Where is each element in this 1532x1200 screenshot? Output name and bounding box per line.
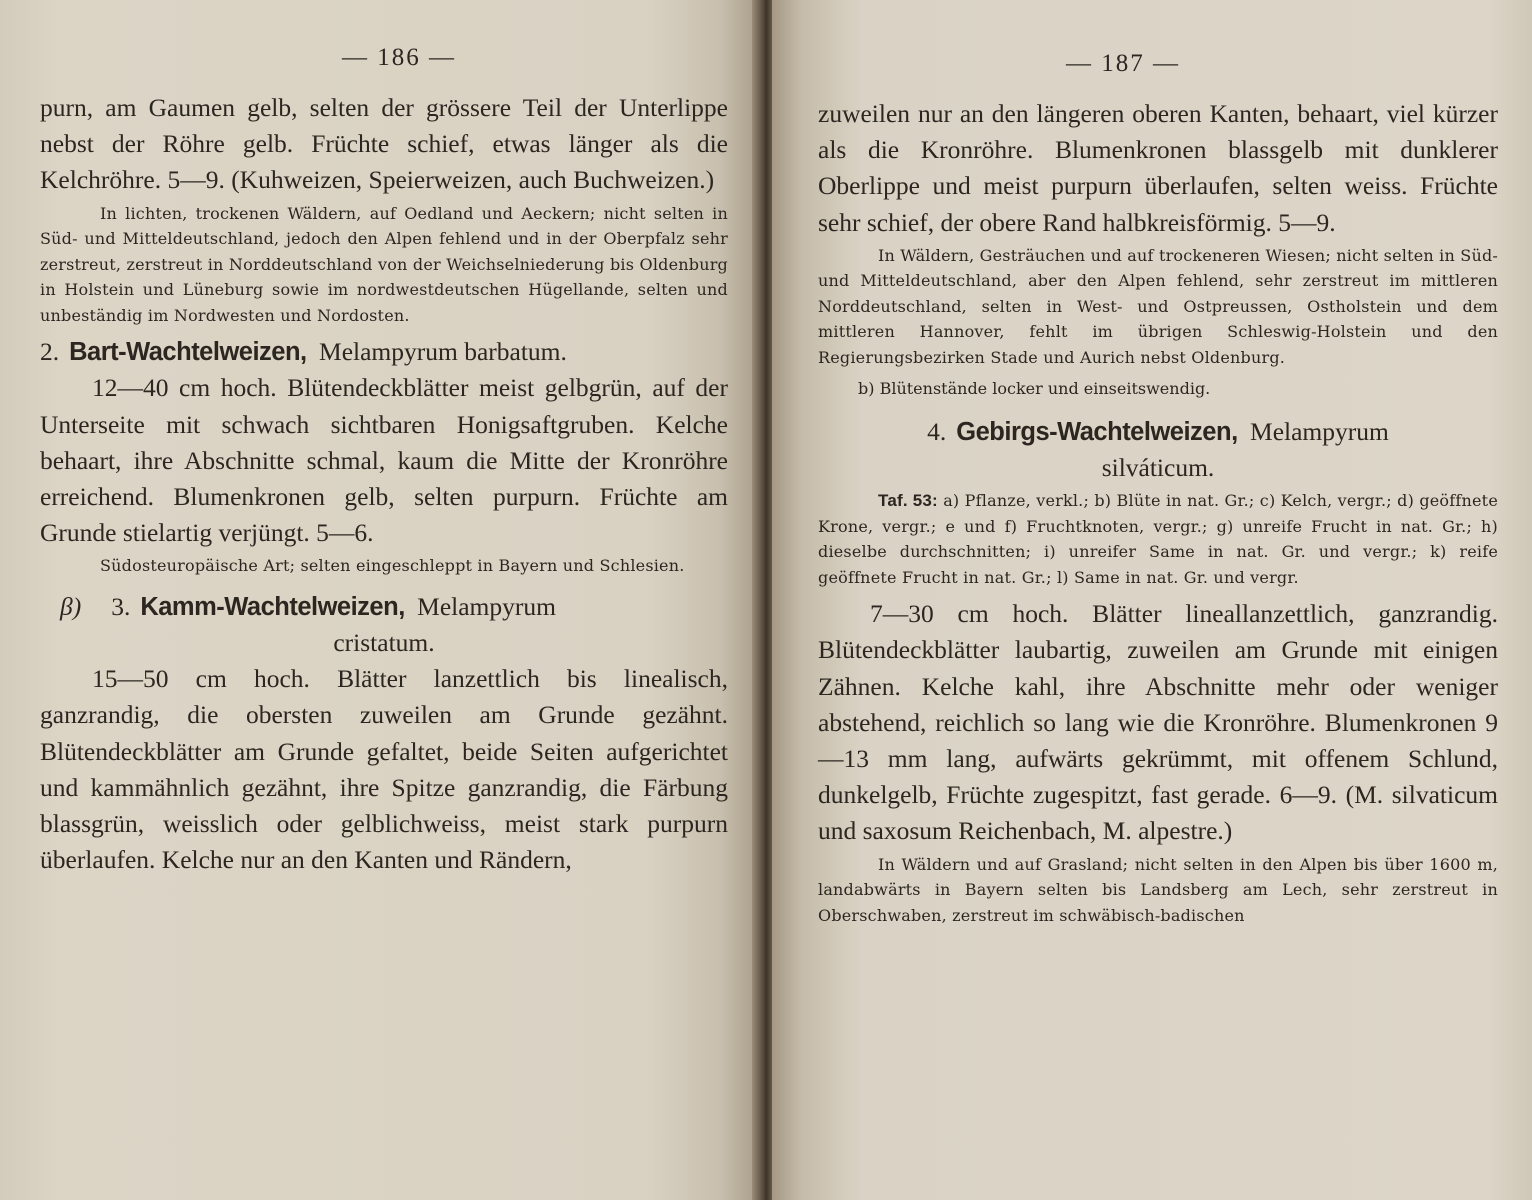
species-number: 3. <box>111 591 131 621</box>
species-latin-continuation: silváticum. <box>1101 453 1215 483</box>
right-paragraph-top: zuweilen nur an den längeren oberen Kanten, behaart, viel kürzer als die Kronröhre. Blumenkronen blassgelb mit dunklerer Oberlippe und meist purpurn überlaufen, selten weiss. Früchte sehr schief, der obere Rand halbkreisförmig. 5—9. <box>818 99 1498 237</box>
species-4-distribution: In Wäldern und auf Grasland; nicht selten in den Alpen bis über 1600 m, landabwärts in Bayern selten bis Landsberg am Lech, sehr zerstreut in Oberschwaben, zerstreut im schwäbisch-badischen <box>818 854 1498 925</box>
page-number-left: — 186 — <box>342 44 456 71</box>
species-heading-2 <box>40 334 728 370</box>
plate-reference <box>818 488 1498 590</box>
species-number: 4. <box>927 416 947 446</box>
species-name: Bart-Wachtelweizen, <box>69 338 307 367</box>
page-number-right: — 187 — <box>1066 50 1180 77</box>
left-paragraph-top: purn, am Gaumen gelb, selten der grössere Teil der Unterlippe nebst der Röhre gelb. Früchte schief, etwas länger als die Kelchröhre. 5—9. (Kuhweizen, Speierweizen, auch Buchweizen.) <box>40 93 728 195</box>
subsection-heading: b) Blütenstände locker und einseitswendig. <box>858 379 1211 399</box>
species-heading-3 <box>40 589 728 625</box>
species-number: 2. <box>40 337 60 367</box>
plate-label: Taf. 53: <box>878 491 938 511</box>
right-page <box>772 0 1532 1200</box>
subgroup-marker: β) <box>60 591 82 621</box>
species-2-distribution: Südosteuropäische Art; selten eingeschleppt in Bayern und Schlesien. <box>100 556 685 576</box>
species-latin: Melampyrum barbatum. <box>319 337 567 367</box>
species-3-description: 15—50 cm hoch. Blätter lanzettlich bis linealisch, ganzrandig, die obersten zuweilen am Grunde gezähnt. Blütendeckblätter am Grunde gefaltet, beide Seiten aufgerichtet und kammähnlich gezähnt, ihre Spitze ganzrandig, die Färbung blassgrün, weisslich oder gelblichweiss, meist stark purpurn überlaufen. Kelche nur an den Kanten und Rändern, <box>40 664 728 875</box>
left-distribution-note: In lichten, trockenen Wäldern, auf Oedland und Aeckern; nicht selten in Süd- und Mitteldeutschland, jedoch den Alpen fehlend und in der Oberpfalz sehr zerstreut, zerstreut in Norddeutschland von der Weichselniederung bis Oldenburg in Holstein und Lüneburg sowie im nordwestdeutschen Hügellande, selten und unbeständig im Nordwesten und Nordosten. <box>40 203 728 325</box>
species-latin-continuation: cristatum. <box>333 628 435 658</box>
species-latin: Melampyrum <box>1250 416 1389 446</box>
species-heading-4 <box>818 414 1498 450</box>
species-name: Gebirgs-Wachtelweizen, <box>956 417 1238 446</box>
species-name: Kamm-Wachtelweizen, <box>140 592 405 621</box>
plate-legend: a) Pflanze, verkl.; b) Blüte in nat. Gr.; c) Kelch, vergr.; d) geöffnete Krone, vergr.; e und f) Fruchtknoten, vergr.; g) unreife Frucht in nat. Gr.; h) dieselbe durchschnitten; i) unreifer Same in nat. Gr. und vergr.; k) reife geöffnete Frucht in nat. Gr.; l) Same in nat. Gr. und vergr. <box>818 491 1498 587</box>
species-4-description: 7—30 cm hoch. Blätter lineallanzettlich, ganzrandig. Blütendeckblätter laubartig, zuweilen am Grunde mit einigen Zähnen. Kelche kahl, ihre Abschnitte mehr oder weniger abstehend, reichlich so lang wie die Kronröhre. Blumenkronen 9—13 mm lang, aufwärts gekrümmt, mit offenem Schlund, dunkelgelb, Früchte zugespitzt, fast gerade. 6—9. (M. silvaticum und saxosum Reichenbach, M. alpestre.) <box>818 599 1498 846</box>
left-page <box>0 0 758 1200</box>
species-2-description: 12—40 cm hoch. Blütendeckblätter meist gelbgrün, auf der Unterseite mit schwach sichtbaren Honigsaftgruben. Kelche behaart, ihre Abschnitte schmal, kaum die Mitte der Kronröhre erreichend. Blumenkronen gelb, selten purpurn. Früchte am Grunde stielartig verjüngt. 5—6. <box>40 373 728 548</box>
species-latin: Melampyrum <box>417 591 556 621</box>
right-distribution-note: In Wäldern, Gesträuchen und auf trockeneren Wiesen; nicht selten in Süd- und Mitteldeutschland, aber den Alpen fehlend, sehr zerstreut im mittleren Norddeutschland, selten in West- und Ostpreussen, Ostholstein und dem mittleren Hannover, fehlt im übrigen Schleswig-Holstein und den Regierungsbezirken Stade und Aurich nebst Oldenburg. <box>818 245 1498 367</box>
